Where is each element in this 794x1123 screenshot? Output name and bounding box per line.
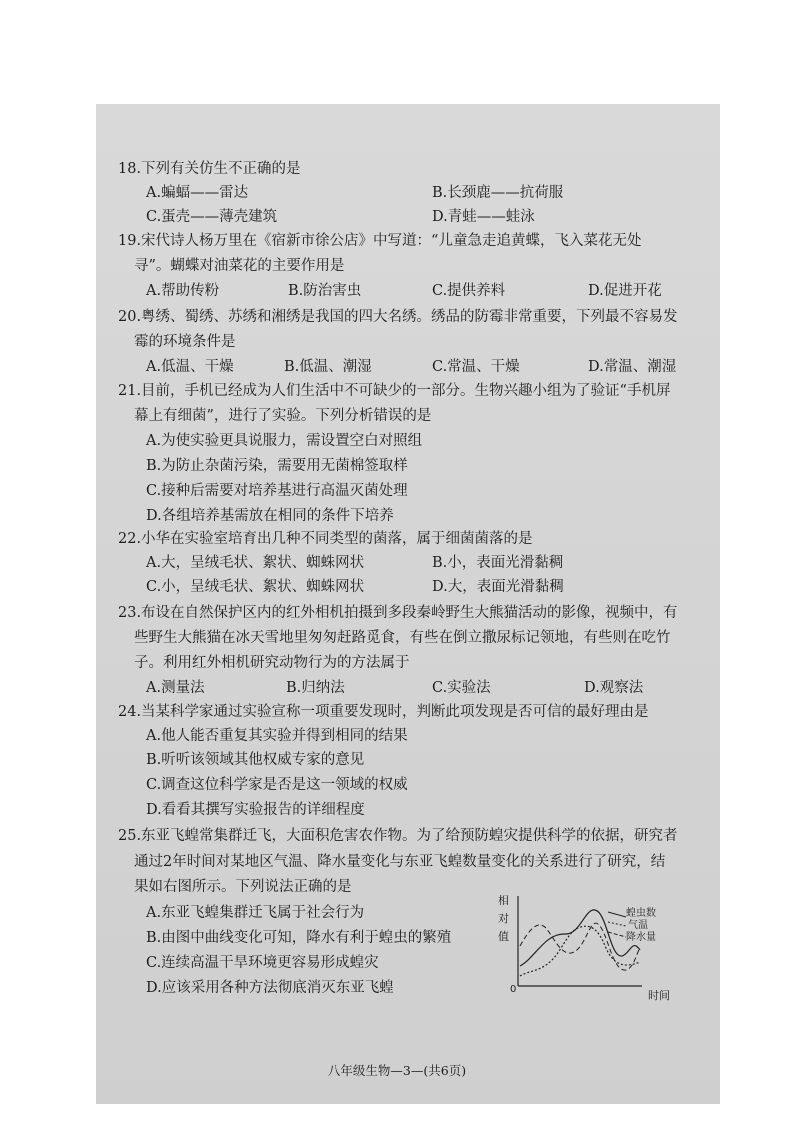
q18-option-c: C.蛋壳——薄壳建筑 [146,209,278,225]
q21-option-d: D.各组培养基需放在相同的条件下培养 [146,508,394,524]
rainfall-line [520,923,640,970]
question-19-stem-line1: 19.宋代诗人杨万里在《宿新市徐公店》中写道：“儿童急走追黄蝶，飞入菜花无处 [118,233,642,249]
q24-option-d: D.看看其撰写实验报告的详细程度 [146,802,365,818]
legend-rain: 降水量 [626,932,656,943]
q24-option-c: C.调查这位科学家是否是这一领域的权威 [146,777,408,793]
q25-option-c: C.连续高温干旱环境更容易形成蝗灾 [146,955,379,971]
question-22-stem: 22.小华在实验室培育出几种不同类型的菌落，属于细菌菌落的是 [118,531,533,547]
legend-line-locust [608,912,626,917]
figure-ylabel-3: 值 [498,930,509,943]
q25-option-b: B.由图中曲线变化可知，降水有利于蝗虫的繁殖 [146,930,452,946]
q22-option-a: A.大，呈绒毛状、絮状、蜘蛛网状 [146,555,365,571]
question-21-stem-line2: 幕上有细菌”，进行了实验。下列分析错误的是 [134,408,432,424]
q19-option-b: B.防治害虫 [288,283,362,299]
q19-option-a: A.帮助传粉 [146,283,220,299]
q21-option-c: C.接种后需要对培养基进行高温灭菌处理 [146,483,408,499]
question-18-stem: 18.下列有关仿生不正确的是 [118,161,301,177]
question-25-stem-line3: 果如右图所示。下列说法正确的是 [134,879,352,895]
question-24-stem: 24.当某科学家通过实验宣称一项重要发现时，判断此项发现是否可信的最好理由是 [118,704,649,720]
figure-ylabel-2: 对 [498,912,509,925]
q20-option-b: B.低温、潮湿 [284,359,372,375]
q23-option-b: B.归纳法 [286,680,345,696]
question-23-stem-line3: 子。利用红外相机研究动物行为的方法属于 [134,655,410,671]
question-23-stem-line2: 些野生大熊猫在冰天雪地里匆匆赶路觅食，有些在倒立撒尿标记领地，有些则在吃竹 [134,630,671,646]
q23-option-d: D.观察法 [584,680,644,696]
q21-option-a: A.为使实验更具说服力，需设置空白对照组 [146,433,423,449]
figure-ylabel-1: 相 [498,894,509,907]
question-20-stem-line2: 霉的环境条件是 [134,334,236,350]
q18-option-b: B.长颈鹿——抗荷服 [432,185,564,201]
locust-count-line [520,910,640,966]
q19-option-c: C.提供养料 [432,283,506,299]
question-21-stem-line1: 21.目前，手机已经成为人们生活中不可缺少的一部分。生物兴趣小组为了验证“手机屏 [118,383,671,399]
q24-option-b: B.听听该领域其他权威专家的意见 [146,752,365,768]
question-19-stem-line2: 寻”。蝴蝶对油菜花的主要作用是 [134,258,345,274]
q18-option-a: A.蝙蝠——雷达 [146,185,249,201]
question-20-stem-line1: 20.粤绣、蜀绣、苏绣和湘绣是我国的四大名绣。绣品的防霉非常重要，下列最不容易发 [118,309,678,325]
legend-temp: 气温 [628,920,648,931]
q23-option-a: A.测量法 [146,680,205,696]
q25-option-a: A.东亚飞蝗集群迁飞属于社会行为 [146,905,365,921]
locust-figure [480,888,720,1008]
question-23-stem-line1: 23.布设在自然保护区内的红外相机拍摄到多段秦岭野生大熊猫活动的影像，视频中，有 [118,605,678,621]
q20-option-c: C.常温、干燥 [432,359,520,375]
figure-origin: 0 [510,984,517,995]
page-footer: 八年级生物—3—(共6页) [327,1063,467,1078]
q21-option-b: B.为防止杂菌污染，需要用无菌棉签取样 [146,458,408,474]
legend-line-temp [608,922,626,926]
q25-option-d: D.应该采用各种方法彻底消灭东亚飞蝗 [146,980,394,996]
q19-option-d: D.促进开花 [588,283,662,299]
figure-xlabel: 时间 [648,989,670,1002]
q22-option-b: B.小，表面光滑黏稠 [432,555,564,571]
q18-option-d: D.青蛙——蛙泳 [432,209,535,225]
temperature-line [520,926,640,976]
q20-option-d: D.常温、潮湿 [588,359,677,375]
q24-option-a: A.他人能否重复其实验并得到相同的结果 [146,728,408,744]
question-25-stem-line2: 通过2年时间对某地区气温、降水量变化与东亚飞蝗数量变化的关系进行了研究，结 [134,854,666,870]
q20-option-a: A.低温、干燥 [146,359,234,375]
question-25-stem-line1: 25.东亚飞蝗常集群迁飞，大面积危害农作物。为了给预防蝗灾提供科学的依据，研究者 [118,828,678,844]
legend-locust: 蝗虫数 [626,908,656,919]
q22-option-d: D.大，表面光滑黏稠 [432,579,564,595]
q22-option-c: C.小，呈绒毛状、絮状、蜘蛛网状 [146,579,365,595]
legend-line-rain [608,932,626,937]
q23-option-c: C.实验法 [432,680,491,696]
